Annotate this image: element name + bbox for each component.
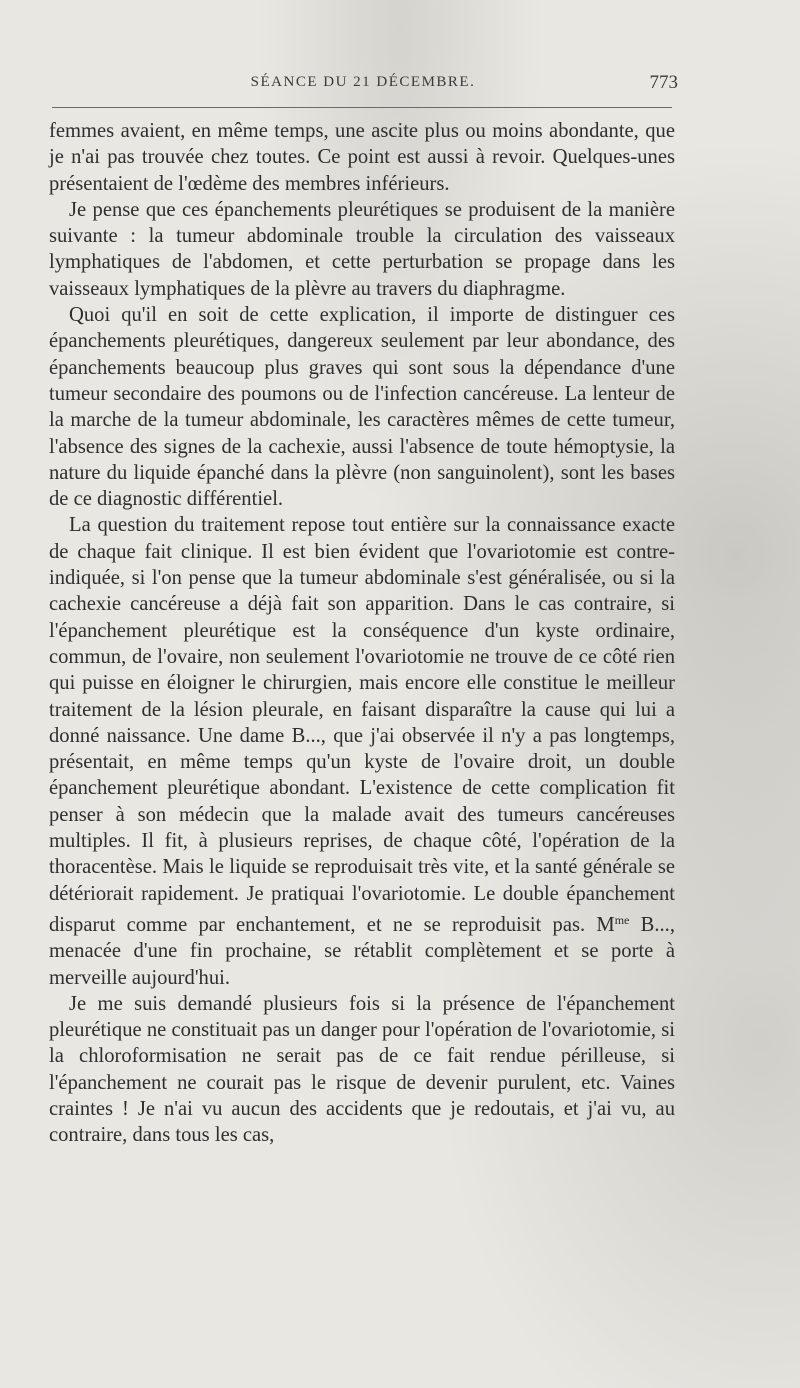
paragraph-3: Quoi qu'il en soit de cette explication, il importe de distinguer ces épanchements pleurétiques, dangereux seulement par leur abondance, des épanchements beaucoup plus graves qui sont sous la dépendance d'une tumeur secondaire des poumons ou de l'infection cancéreuse. La lenteur de la marche de la tumeur abdominale, les caractères mêmes de cette tumeur, l'absence des signes de la cachexie, aussi l'absence de toute hémoptysie, la nature du liquide épanché dans la plèvre (non sanguinolent), sont les bases de ce diagnostic différentiel. <box>49 304 675 511</box>
paragraph-5: Je me suis demandé plusieurs fois si la présence de l'épanchement pleurétique ne constituait pas un danger pour l'opération de l'ovariotomie, si la chloroformisation ne serait pas de ce fait rendue périlleuse, si l'épanchement ne courait pas le risque de devenir purulent, etc. Vaines craintes ! Je n'ai vu aucun des accidents que je redoutais, et j'ai vu, au contraire, dans tous les cas, <box>49 992 675 1147</box>
paragraph-4-main: La question du traitement repose tout entière sur la connaissance exacte de chaque fait clinique. Il est bien évident que l'ovariotomie est contre-indiquée, si l'on pense que la tumeur abdominale s'est généralisée, ou si la cachexie cancéreuse a déjà fait son apparition. Dans le cas contraire, si l'épanchement pleurétique est la conséquence d'un kyste ordinaire, commun, de l'ovaire, non seulement l'ovariotomie ne trouve de ce côté rien qui puisse en éloigner le chirurgien, mais encore elle constitue le meilleur traitement de la lésion pleurale, en faisant disparaître la cause qui lui a donné naissance. Une dame B..., que j'ai observée il n'y a pas longtemps, présentait, en même temps qu'un kyste de l'ovaire droit, un double épanchement pleurétique abondant. L'existence de cette complication fit penser à son médecin que la malade avait des tumeurs cancéreuses multiples. Il fit, à plusieurs reprises, de chaque côté, l'opération de la thoracentèse. Mais le liquide se reproduisait très vite, et la santé générale se détériorait rapidement. Je pratiquai l'ovariotomie. Le double épanchement disparut comme par enchantement, et ne se reproduisit pas. <box>49 514 675 936</box>
paragraph-4 <box>49 512 675 990</box>
paragraph-4-end: B..., menacée d'une fin prochaine, se rétablit complètement et se porte à merveille aujourd'hui. <box>49 913 675 989</box>
page-number: 773 <box>649 72 678 93</box>
body-text <box>49 118 675 1149</box>
header-rule <box>52 107 672 108</box>
title-abbrev: M <box>596 913 615 936</box>
title-abbrev-superscript: me <box>614 912 630 927</box>
running-head: SÉANCE DU 21 DÉCEMBRE. <box>250 74 476 90</box>
paragraph-2: Je pense que ces épanchements pleurétiques se produisent de la manière suivante : la tumeur abdominale trouble la circulation des vaisseaux lymphatiques de l'abdomen, et cette perturbation se propage dans les vaisseaux lymphatiques de la plèvre au travers du diaphragme. <box>49 198 675 300</box>
page-header <box>48 74 678 104</box>
paragraph-1: femmes avaient, en même temps, une ascite plus ou moins abondante, que je n'ai pas trouvée chez toutes. Ce point est aussi à revoir. Quelques-unes présentaient de l'œdème des membres inférieurs. <box>49 120 675 195</box>
